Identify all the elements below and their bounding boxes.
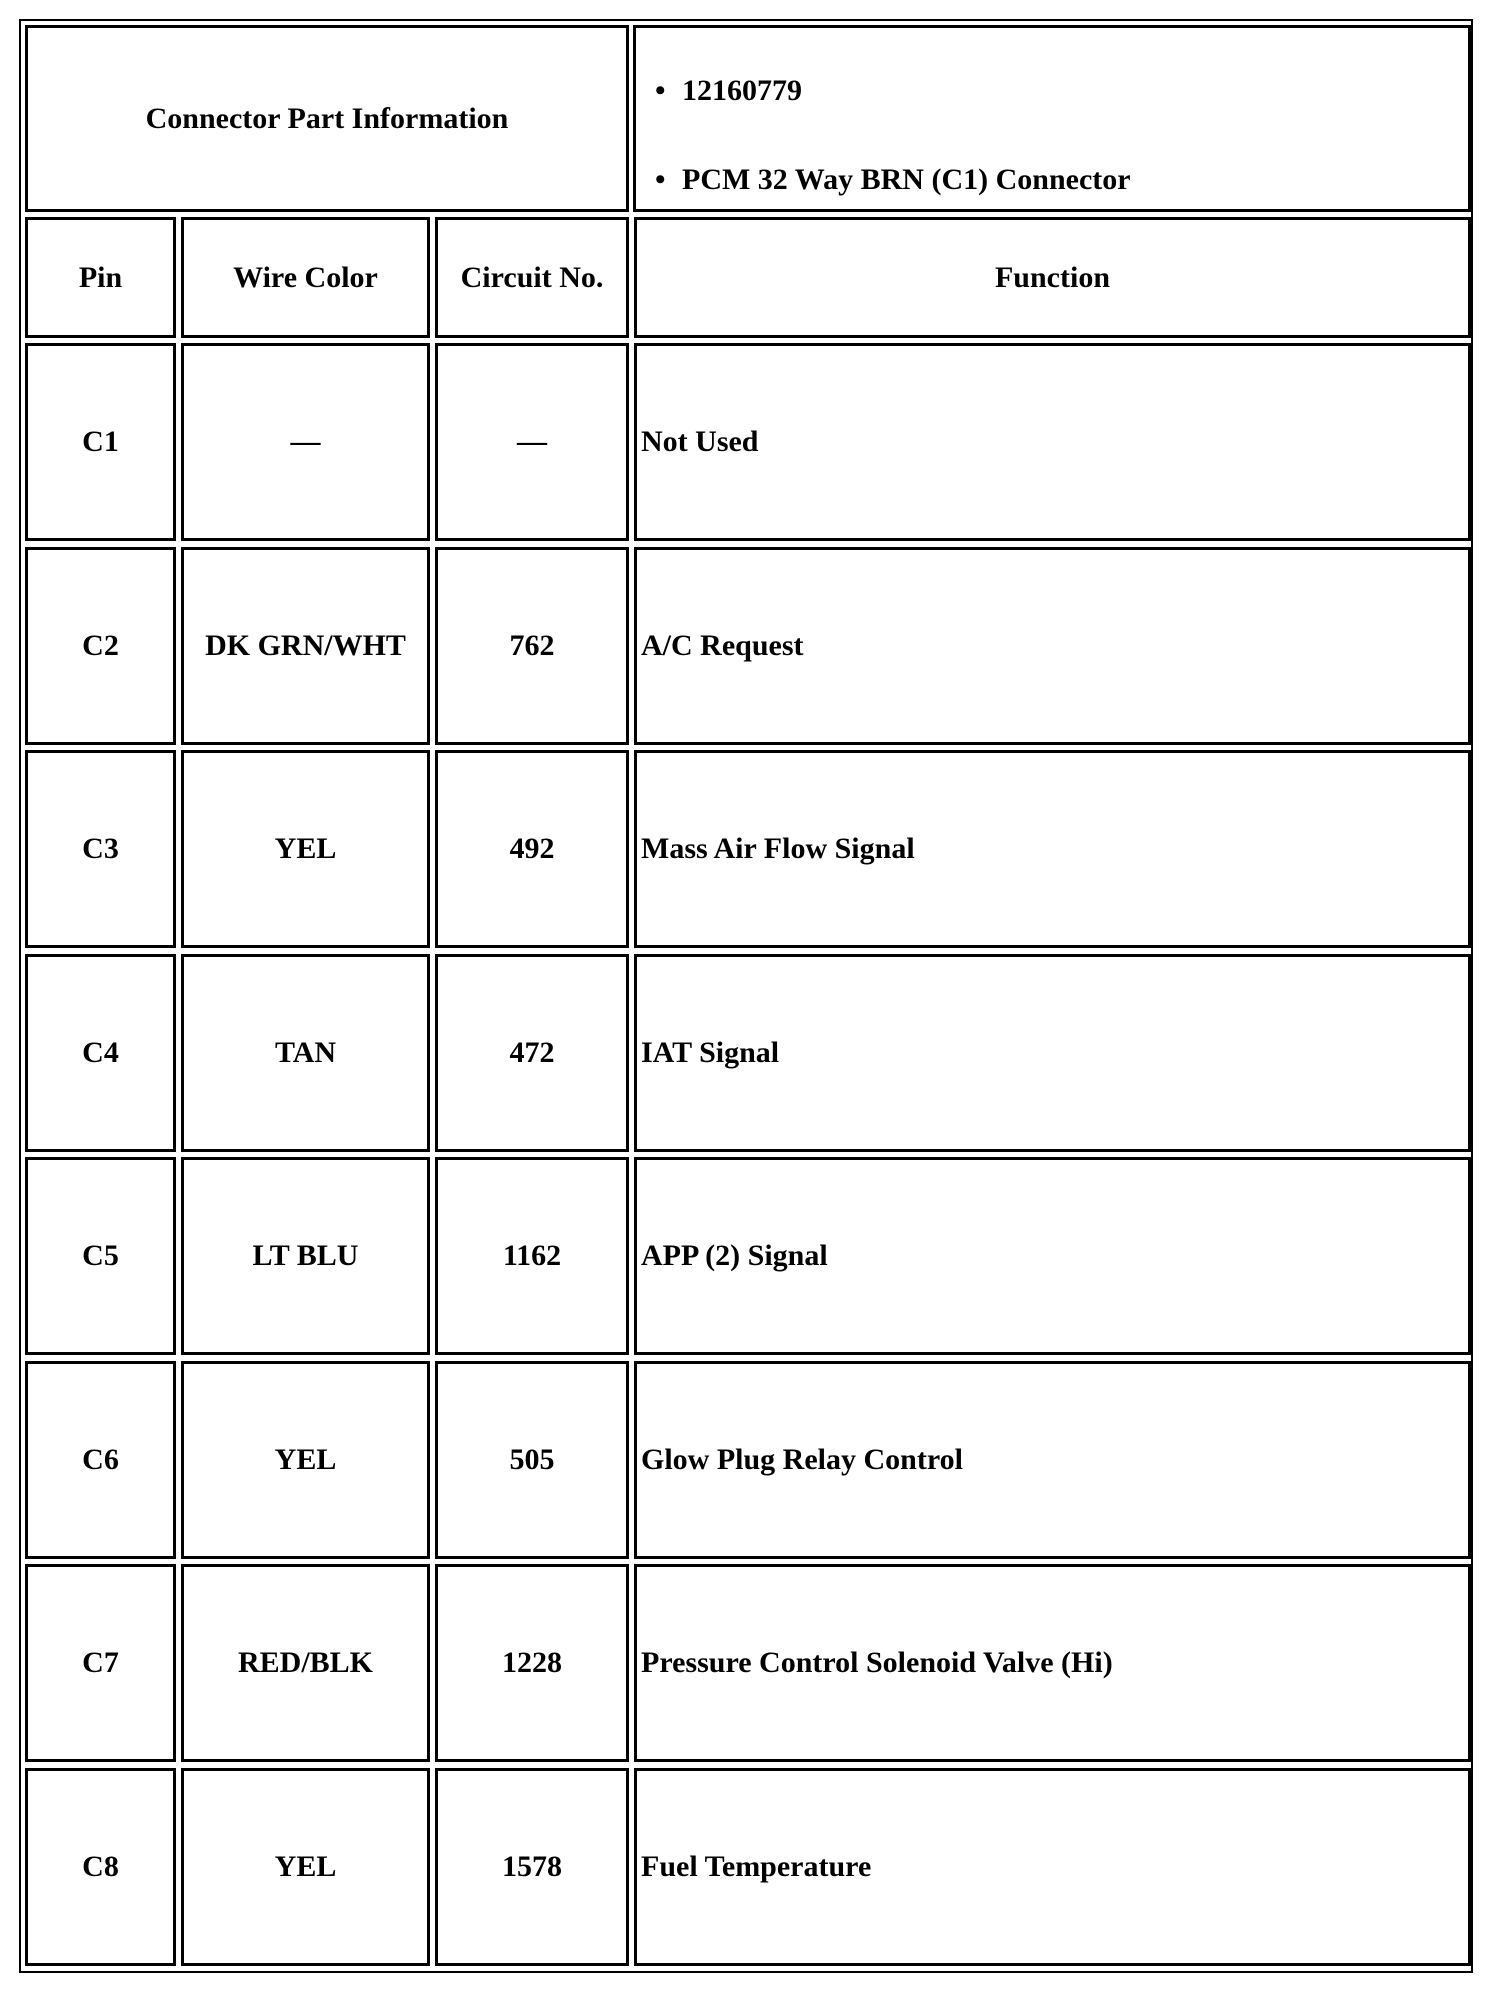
connector-description: • PCM 32 Way BRN (C1) Connector bbox=[682, 163, 1131, 197]
connector-part-number: • 12160779 bbox=[682, 74, 802, 108]
circuit-no-cell: 1578 bbox=[435, 1768, 629, 1966]
pin-cell: C1 bbox=[25, 343, 176, 541]
connector-info-list bbox=[633, 25, 1471, 212]
circuit-no-cell: — bbox=[435, 343, 629, 541]
function-cell: IAT Signal bbox=[634, 954, 1471, 1152]
wire-color-cell: DK GRN/WHT bbox=[181, 547, 430, 745]
connector-pin-table bbox=[19, 19, 1473, 1973]
circuit-no-cell: 762 bbox=[435, 547, 629, 745]
circuit-no-cell: 492 bbox=[435, 750, 629, 948]
wire-color-cell: RED/BLK bbox=[181, 1564, 430, 1762]
column-header-pin: Pin bbox=[25, 217, 176, 338]
function-cell: Pressure Control Solenoid Valve (Hi) bbox=[634, 1564, 1471, 1762]
pin-cell: C2 bbox=[25, 547, 176, 745]
function-cell: Mass Air Flow Signal bbox=[634, 750, 1471, 948]
wire-color-cell: YEL bbox=[181, 1768, 430, 1966]
column-header-wire-color: Wire Color bbox=[181, 217, 430, 338]
pin-cell: C6 bbox=[25, 1361, 176, 1559]
wire-color-cell: — bbox=[181, 343, 430, 541]
circuit-no-cell: 1228 bbox=[435, 1564, 629, 1762]
wire-color-cell: LT BLU bbox=[181, 1157, 430, 1355]
pin-cell: C8 bbox=[25, 1768, 176, 1966]
wire-color-cell: TAN bbox=[181, 954, 430, 1152]
pin-cell: C3 bbox=[25, 750, 176, 948]
pin-cell: C7 bbox=[25, 1564, 176, 1762]
function-cell: Fuel Temperature bbox=[634, 1768, 1471, 1966]
connector-info-label: Connector Part Information bbox=[25, 25, 629, 212]
circuit-no-cell: 1162 bbox=[435, 1157, 629, 1355]
column-header-circuit-no: Circuit No. bbox=[435, 217, 629, 338]
function-cell: A/C Request bbox=[634, 547, 1471, 745]
function-cell: APP (2) Signal bbox=[634, 1157, 1471, 1355]
column-header-function: Function bbox=[634, 217, 1471, 338]
function-cell: Glow Plug Relay Control bbox=[634, 1361, 1471, 1559]
pin-cell: C5 bbox=[25, 1157, 176, 1355]
circuit-no-cell: 505 bbox=[435, 1361, 629, 1559]
wire-color-cell: YEL bbox=[181, 750, 430, 948]
circuit-no-cell: 472 bbox=[435, 954, 629, 1152]
pin-cell: C4 bbox=[25, 954, 176, 1152]
function-cell: Not Used bbox=[634, 343, 1471, 541]
wire-color-cell: YEL bbox=[181, 1361, 430, 1559]
